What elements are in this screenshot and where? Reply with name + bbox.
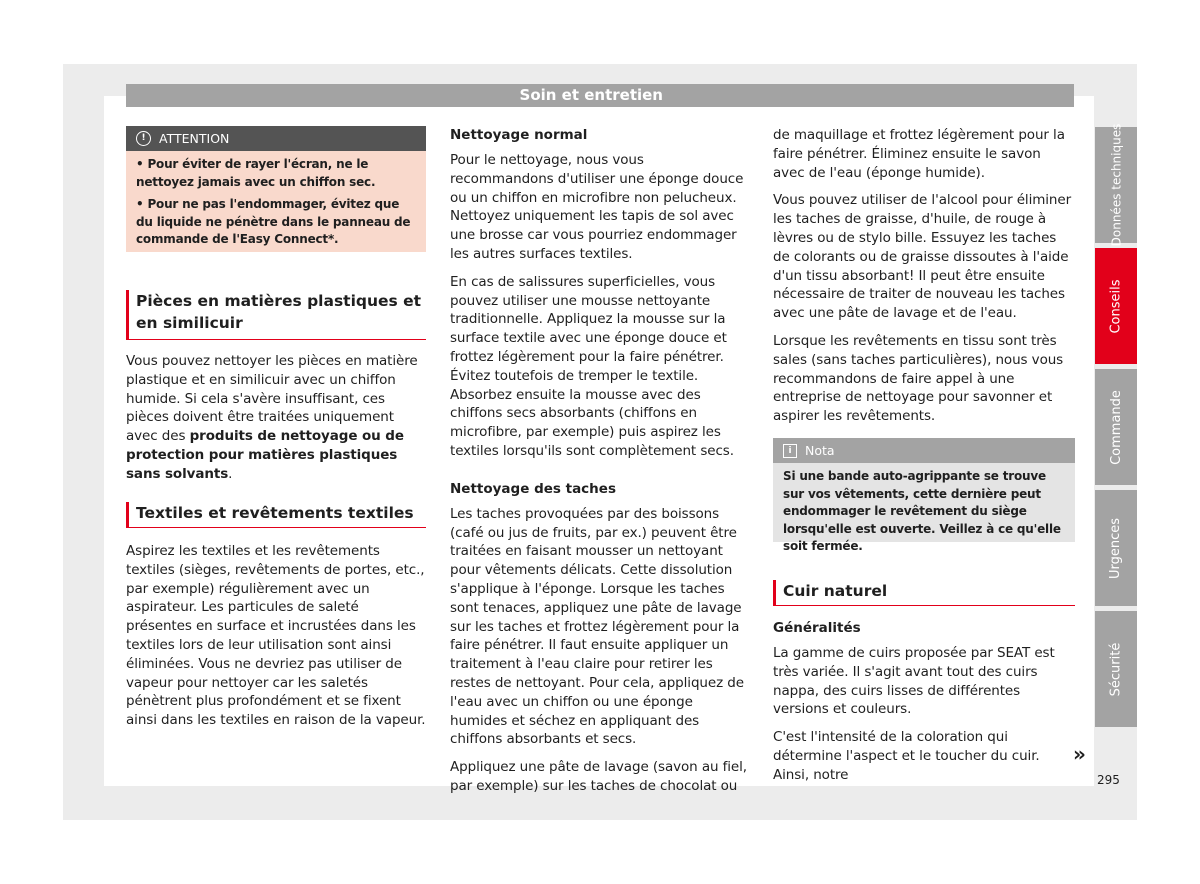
stains-p5: Lorsque les revêtements en tissu sont très sales (sans taches particulières), nous vous recommandons de faire appel à une entreprise de nettoyage pour savonner et aspirer les revêtements. (773, 332, 1064, 425)
tab-label: Urgences (1108, 517, 1124, 579)
textiles-heading-text: Textiles et revêtements textiles (136, 504, 414, 522)
tab-commande[interactable] (1095, 369, 1137, 485)
tab-conseils[interactable] (1095, 248, 1137, 364)
tab-label: Commande (1108, 389, 1124, 465)
normal-cleaning-p1: Pour le nettoyage, nous vous recommandons d'utiliser une éponge douce ou un chiffon en microfibre non pelucheux. Nettoyez uniquement les tapis de sol avec une brosse car vous pourriez endommager les autres surfaces textiles. (450, 152, 744, 262)
leather-subheading: Généralités (773, 620, 861, 636)
note-title: Nota (805, 443, 835, 458)
tab-label: Données techniques (1109, 123, 1123, 247)
stains-heading: Nettoyage des taches (450, 480, 616, 497)
leather-p1: La gamme de cuirs proposée par SEAT est très variée. Il s'agit avant tout des cuirs nappa, des cuirs lisses de différentes versions et couleurs. (773, 645, 1055, 718)
normal-cleaning-heading: Nettoyage normal (450, 127, 588, 143)
normal-cleaning-p2: En cas de salissures superficielles, vous pouvez utiliser une mousse nettoyante traditionnelle. Appliquez la mousse sur la surface textile avec une éponge douce et frottez légèrement pour la faire pénétrer. Évitez toutefois de tremper le textile. Absorbez ensuite la mousse avec des chiffons secs absorbants (chiffons en microfibre, par exemple) puis aspirez les textiles lorsqu'ils sont complètement secs. (450, 273, 734, 459)
textiles-heading (126, 502, 426, 528)
attention-header (126, 126, 426, 151)
textiles-text (126, 542, 426, 730)
leather-p2: C'est l'intensité de la coloration qui détermine l'aspect et le toucher du cuir. Ainsi, notre (773, 729, 1040, 783)
note-text: Si une bande auto-agrippante se trouve sur vos vêtements, cette dernière peut endommager le revêtement du siège lorsqu'elle est ouverte. Veillez à ce qu'elle soit fermée. (783, 469, 1061, 554)
tab-donnees-techniques[interactable] (1095, 123, 1137, 247)
column-2 (450, 126, 748, 796)
plastics-heading-text: Pièces en matières plastiques et en similicuir (136, 292, 422, 332)
plastics-heading (126, 290, 426, 340)
leather-heading-text: Cuir naturel (783, 582, 888, 600)
note-header (773, 438, 1075, 463)
plastics-text-end: . (228, 465, 233, 482)
attention-box (126, 126, 426, 252)
tab-securite[interactable] (1095, 611, 1137, 727)
column-3 (773, 126, 1075, 426)
leather-heading (773, 580, 1075, 606)
stains-p4: Vous pouvez utiliser de l'alcool pour éliminer les taches de graisse, d'huile, de rouge à lèvres ou de stylo bille. Essuyez les taches de colorants ou de graisse dissoutes à l'aide d'un tissu absorbant! Il peut être ensuite nécessaire de traiter de nouveau les taches avec une pâte de lavage et de l'eau. (773, 192, 1072, 322)
stains-p1: Les taches provoquées par des boissons (café ou jus de fruits, par ex.) peuvent être traitées en faisant mousser un nettoyant pour vêtements délicats. Cette dissolution s'applique à l'éponge. Lorsque les taches sont tenaces, appliquez une pâte de lavage sur les taches et frottez légèrement pour la faire pénétrer. Il faut ensuite appliquer un traitement à l'eau claire pour retirer les restes de nettoyant. Pour cela, appliquez de l'eau avec un chiffon ou une éponge humides et séchez en appliquant des chiffons absorbants et secs. (450, 505, 744, 748)
tab-urgences[interactable] (1095, 490, 1137, 606)
continue-arrow-icon: » (1073, 742, 1086, 766)
tab-label: Conseils (1108, 278, 1124, 334)
plastics-text-start: Vous pouvez nettoyer les pièces en matière plastique et en similicuir avec un chiffon humide. Si cela s'avère insuffisant, ces pièces doivent être traitées uniquement avec des (126, 353, 418, 445)
plastics-text-bold: produits de nettoyage ou de protection pour matières plastiques sans solvants (126, 428, 404, 482)
attention-item: • Pour ne pas l'endommager, évitez que du liquide ne pénètre dans le panneau de commande de l'Easy Connect*. (136, 197, 411, 247)
section-header: Soin et entretien (126, 84, 1074, 107)
attention-title: ATTENTION (159, 131, 230, 146)
leather-section (773, 619, 1075, 785)
stains-p2: Appliquez une pâte de lavage (savon au fiel, par exemple) sur les taches de chocolat ou (450, 759, 747, 794)
page-number: 295 (1097, 773, 1120, 787)
stains-p3: de maquillage et frottez légèrement pour la faire pénétrer. Éliminez ensuite le savon avec de l'eau (éponge humide). (773, 127, 1065, 181)
info-icon: i (783, 444, 797, 458)
plastics-text (126, 352, 426, 484)
tab-label: Sécurité (1108, 642, 1124, 696)
attention-item: • Pour éviter de rayer l'écran, ne le nettoyez jamais avec un chiffon sec. (136, 157, 376, 189)
attention-icon: ! (136, 131, 151, 146)
textiles-paragraph: Aspirez les textiles et les revêtements textiles (sièges, revêtements de portes, etc., par exemple) régulièrement avec un aspirateur. Les particules de saleté présentes en surface et incrustées dans les textiles lors de leur utilisation sont ainsi éliminées. Vous ne devriez pas utiliser de vapeur pour nettoyer car les saletés pénètrent plus profondément et se fixent ainsi dans les textiles en raison de la vapeur. (126, 543, 426, 729)
note-box (773, 438, 1075, 554)
